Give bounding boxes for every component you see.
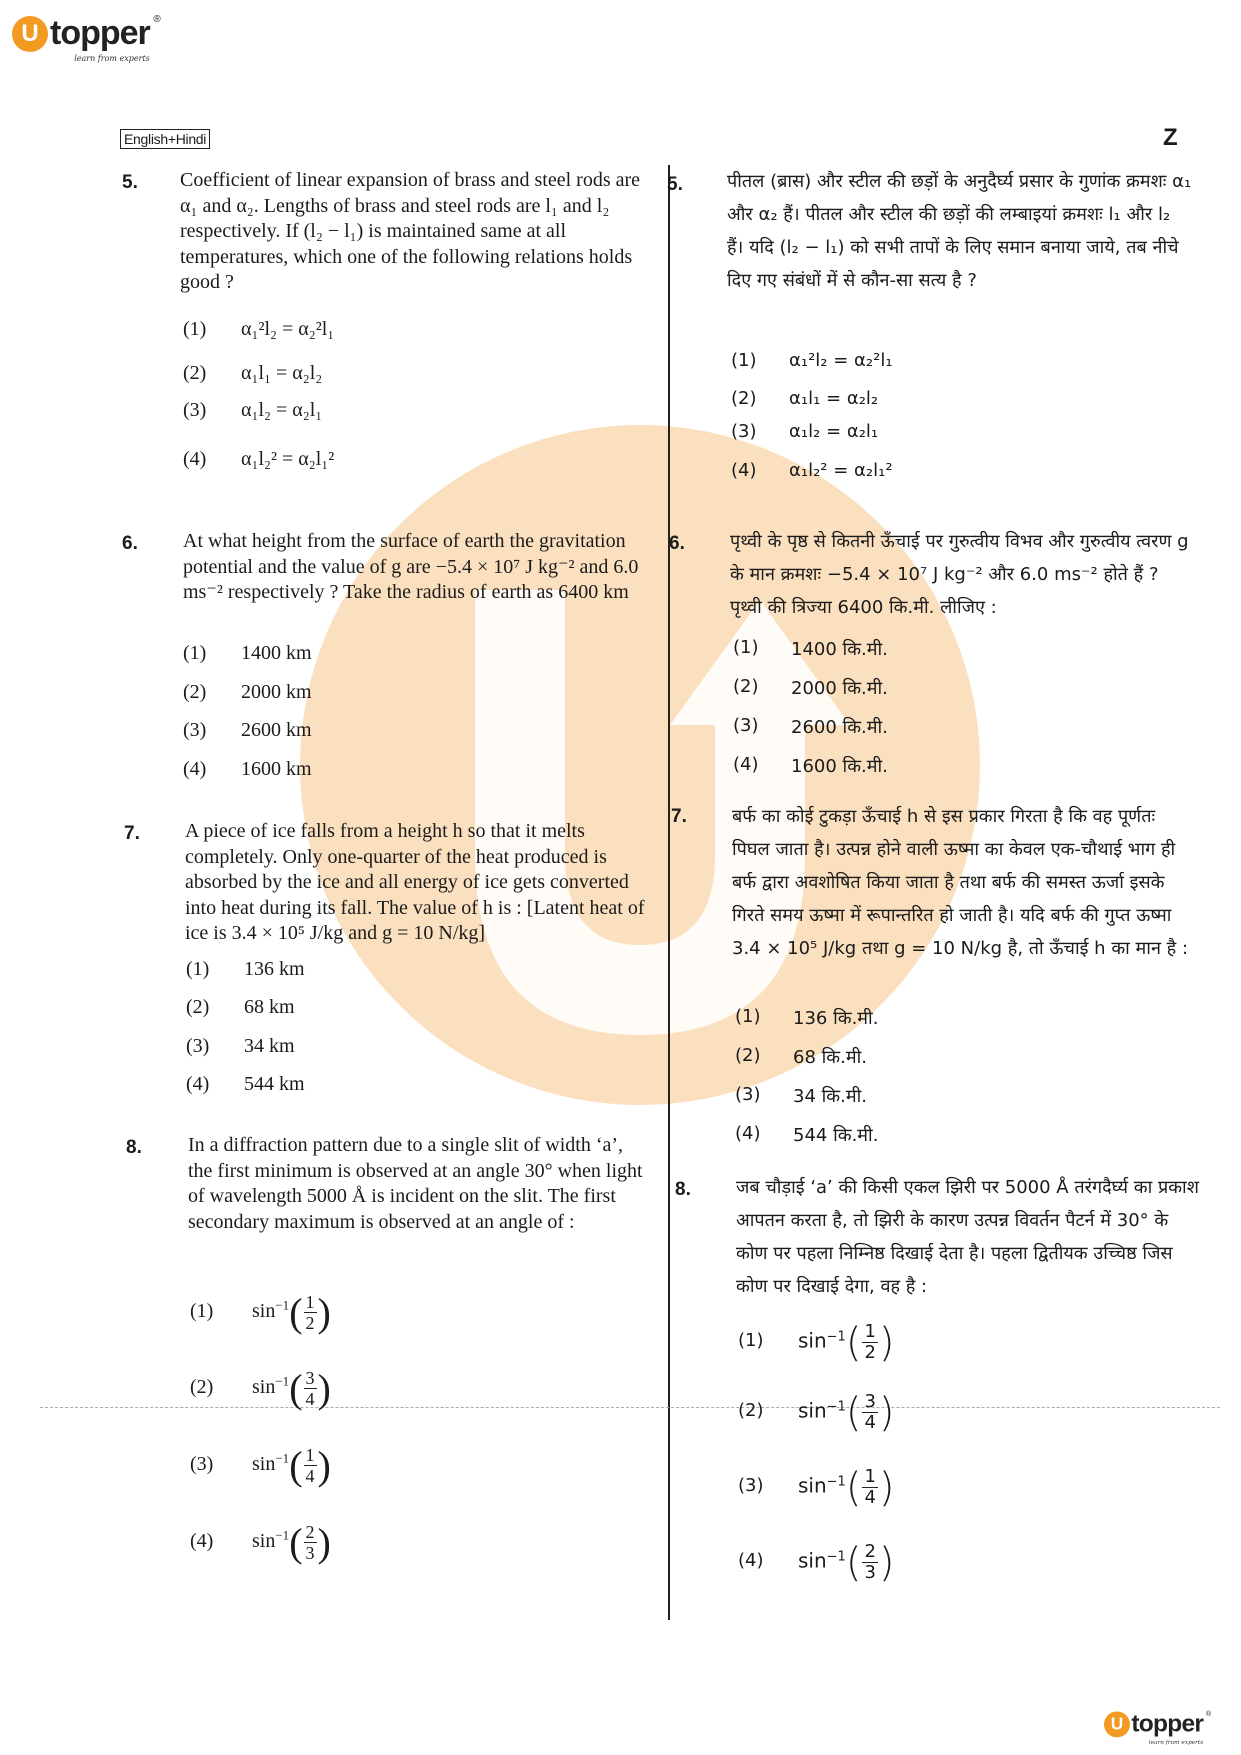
option-number: (4) bbox=[735, 1123, 761, 1144]
exponent: −1 bbox=[275, 1450, 290, 1466]
brand-logo-icon: U bbox=[12, 16, 48, 52]
option-value: 136 कि.मी. bbox=[793, 1008, 879, 1029]
option-value: 544 km bbox=[244, 1073, 305, 1095]
language-tag: English+Hindi bbox=[120, 129, 210, 149]
column-divider bbox=[668, 165, 670, 1620]
option-number: (2) bbox=[738, 1400, 764, 1421]
question-text: बर्फ का कोई टुकड़ा ऊँचाई h से इस प्रकार गिरता है कि वह पूर्णतः पिघल जाता है। उत्पन्न होने वाली ऊष्मा का केवल एक-चौथाई भाग ही बर्फ द्वारा अवशोषित किया जाता है तथा बर्फ की समस्त ऊर्जा इसके गिरते समय ऊष्मा में रूपान्तरित हो जाती है। यदि बर्फ की गुप्त ऊष्मा 3.4 × 10⁵ J/kg तथा g = 10 N/kg है, तो ऊँचाई h का मान है : bbox=[732, 806, 1189, 959]
option-number: (3) bbox=[738, 1475, 764, 1496]
fraction-denominator: 4 bbox=[305, 1389, 315, 1409]
option-number: (1) bbox=[183, 642, 207, 664]
fraction-denominator: 4 bbox=[864, 1412, 876, 1433]
option-number: (4) bbox=[183, 758, 207, 780]
option-value: 136 km bbox=[244, 958, 305, 980]
fraction-numerator: 1 bbox=[864, 1321, 876, 1342]
option-number: (1) bbox=[186, 958, 210, 980]
fraction-numerator: 1 bbox=[305, 1445, 315, 1465]
brand-logo-icon: U bbox=[1104, 1711, 1130, 1737]
option-number: (2) bbox=[733, 676, 759, 697]
brand-name bbox=[1131, 1710, 1211, 1746]
exponent: −1 bbox=[275, 1373, 290, 1389]
option-number: (1) bbox=[735, 1006, 761, 1027]
option-value: 68 km bbox=[244, 996, 295, 1018]
option-value: 2000 कि.मी. bbox=[791, 678, 888, 699]
question-number: 7. bbox=[671, 806, 687, 827]
option-number: (4) bbox=[733, 754, 759, 775]
option-number: (4) bbox=[190, 1530, 214, 1552]
option-number: (1) bbox=[733, 637, 759, 658]
question-number: 6. bbox=[122, 533, 138, 554]
fraction-numerator: 1 bbox=[864, 1466, 876, 1487]
function-name: sin bbox=[798, 1398, 827, 1423]
option-value: α₁l₁ = α₂l₂ bbox=[789, 388, 879, 409]
option-number: (4) bbox=[731, 460, 757, 481]
option-number: (3) bbox=[731, 421, 757, 442]
brand-tagline: learn from experts bbox=[1148, 1738, 1204, 1746]
fraction-numerator: 2 bbox=[305, 1522, 315, 1542]
option-number: (3) bbox=[735, 1084, 761, 1105]
brand-name bbox=[50, 14, 160, 63]
question-number: 5. bbox=[667, 174, 683, 195]
option-number: (3) bbox=[183, 399, 207, 421]
option-value: 1600 km bbox=[241, 758, 312, 780]
fraction-denominator: 3 bbox=[864, 1562, 876, 1583]
exponent: −1 bbox=[275, 1527, 290, 1543]
option-value: α₁²l₂ = α₂²l₁ bbox=[789, 350, 893, 371]
option-value: 68 कि.मी. bbox=[793, 1047, 867, 1068]
option-number: (2) bbox=[186, 996, 210, 1018]
function-name: sin bbox=[798, 1328, 827, 1353]
option-value: 2600 km bbox=[241, 719, 312, 741]
option-value: 34 km bbox=[244, 1035, 295, 1057]
question-number: 8. bbox=[675, 1179, 691, 1200]
option-number: (4) bbox=[183, 448, 207, 470]
question-text: Coefficient of linear expansion of brass and steel rods are α₁ and α₂. Lengths of brass and steel rods are l₁ and l₂ respectively. If (l₂ − l₁) is maintained same at all temperatures, which one of the following relations holds good ? bbox=[180, 169, 641, 293]
registered-mark: ® bbox=[153, 14, 160, 25]
option-value: α₁l₂² = α₂l₁² bbox=[241, 448, 335, 470]
brand-name-text: topper bbox=[1131, 1710, 1204, 1738]
option-number: (2) bbox=[183, 681, 207, 703]
exponent: −1 bbox=[826, 1474, 846, 1490]
function-name: sin bbox=[252, 1300, 276, 1323]
question-number: 8. bbox=[126, 1137, 142, 1158]
function-name: sin bbox=[252, 1453, 276, 1476]
question-text: जब चौड़ाई ‘a’ की किसी एकल झिरी पर 5000 Å तरंगदैर्घ्य का प्रकाश आपतन करता है, तो झिरी के कारण उत्पन्न विवर्तन पैटर्न में 30° के कोण पर पहला निम्निष्ठ दिखाई देता है। पहला द्वितीयक उच्चिष्ठ जिस कोण पर दिखाई देगा, वह है : bbox=[736, 1177, 1199, 1297]
question-text: In a diffraction pattern due to a single slit of width ‘a’, the first minimum is observed at an angle 30° when light of wavelength 5000 Å is incident on the slit. The first secondary maximum is observed at an angle of : bbox=[188, 1134, 643, 1233]
option-value: 2000 km bbox=[241, 681, 312, 703]
option-value: α₁l₂ = α₂l₁ bbox=[241, 399, 323, 421]
option-number: (3) bbox=[183, 719, 207, 741]
option-value: α₁l₂ = α₂l₁ bbox=[789, 421, 879, 442]
function-name: sin bbox=[798, 1548, 827, 1573]
function-name: sin bbox=[252, 1376, 276, 1399]
option-value: α₁l₁ = α₂l₂ bbox=[241, 362, 323, 384]
exponent: −1 bbox=[826, 1329, 846, 1345]
brand-tagline: learn from experts bbox=[74, 54, 150, 63]
question-number: 7. bbox=[124, 823, 140, 844]
option-number: (2) bbox=[190, 1376, 214, 1398]
fraction-numerator: 3 bbox=[305, 1368, 315, 1388]
option-number: (1) bbox=[731, 350, 757, 371]
function-name: sin bbox=[798, 1473, 827, 1498]
option-number: (3) bbox=[733, 715, 759, 736]
option-number: (2) bbox=[731, 388, 757, 409]
option-value: 2600 कि.मी. bbox=[791, 717, 888, 738]
question-text: At what height from the surface of earth the gravitation potential and the value of g are −5.4 × 10⁷ J kg⁻² and 6.0 ms⁻² respectively ? Take the radius of earth as 6400 km bbox=[183, 530, 639, 603]
option-value: 544 कि.मी. bbox=[793, 1125, 879, 1146]
option-value: 34 कि.मी. bbox=[793, 1086, 867, 1107]
scan-dash-line bbox=[40, 1407, 1220, 1408]
fraction-denominator: 2 bbox=[305, 1313, 315, 1333]
option-number: (2) bbox=[183, 362, 207, 384]
fraction-denominator: 3 bbox=[305, 1543, 315, 1563]
fraction-denominator: 4 bbox=[864, 1487, 876, 1508]
brand-logo-footer bbox=[1104, 1710, 1211, 1746]
exponent: −1 bbox=[826, 1399, 846, 1415]
option-number: (1) bbox=[738, 1330, 764, 1351]
fraction-denominator: 4 bbox=[305, 1466, 315, 1486]
option-value: 1400 कि.मी. bbox=[791, 639, 888, 660]
function-name: sin bbox=[252, 1530, 276, 1553]
option-number: (3) bbox=[190, 1453, 214, 1475]
option-number: (1) bbox=[183, 318, 207, 340]
option-value: 1600 कि.मी. bbox=[791, 756, 888, 777]
fraction-numerator: 1 bbox=[305, 1292, 315, 1312]
option-number: (3) bbox=[186, 1035, 210, 1057]
question-number: 6. bbox=[669, 533, 685, 554]
option-number: (2) bbox=[735, 1045, 761, 1066]
option-value: α₁²l₂ = α₂²l₁ bbox=[241, 318, 335, 340]
brand-name-text: topper bbox=[50, 14, 150, 52]
exponent: −1 bbox=[275, 1297, 290, 1313]
exponent: −1 bbox=[826, 1549, 846, 1565]
registered-mark: ® bbox=[1205, 1710, 1211, 1718]
question-number: 5. bbox=[122, 172, 138, 193]
fraction-numerator: 2 bbox=[864, 1541, 876, 1562]
brand-logo bbox=[12, 14, 160, 63]
option-number: (4) bbox=[738, 1550, 764, 1571]
paper-code: Z bbox=[1163, 124, 1178, 151]
option-number: (1) bbox=[190, 1300, 214, 1322]
fraction-denominator: 2 bbox=[864, 1342, 876, 1363]
option-value: α₁l₂² = α₂l₁² bbox=[789, 460, 893, 481]
question-text: पृथ्वी के पृष्ठ से कितनी ऊँचाई पर गुरुत्वीय विभव और गुरुत्वीय त्वरण g के मान क्रमशः −5.4 × 10⁷ J kg⁻² और 6.0 ms⁻² होते हैं ? पृथ्वी की त्रिज्या 6400 कि.मी. लीजिए : bbox=[730, 531, 1189, 618]
option-value: 1400 km bbox=[241, 642, 312, 664]
option-number: (4) bbox=[186, 1073, 210, 1095]
fraction-numerator: 3 bbox=[864, 1391, 876, 1412]
question-text: A piece of ice falls from a height h so that it melts completely. Only one-quarter of the heat produced is absorbed by the ice and all energy of ice gets converted into heat during its fall. The value of h is : [Latent heat of ice is 3.4 × 10⁵ J/kg and g = 10 N/kg] bbox=[185, 820, 645, 944]
question-text: पीतल (ब्रास) और स्टील की छड़ों के अनुदैर्घ्य प्रसार के गुणांक क्रमशः α₁ और α₂ हैं। पीतल और स्टील की छड़ों की लम्बाइयां क्रमशः l₁ और l₂ हैं। यदि (l₂ − l₁) को सभी तापों के लिए समान बनाया जाये, तब नीचे दिए गए संबंधों में से कौन-सा सत्य है ? bbox=[727, 171, 1192, 291]
